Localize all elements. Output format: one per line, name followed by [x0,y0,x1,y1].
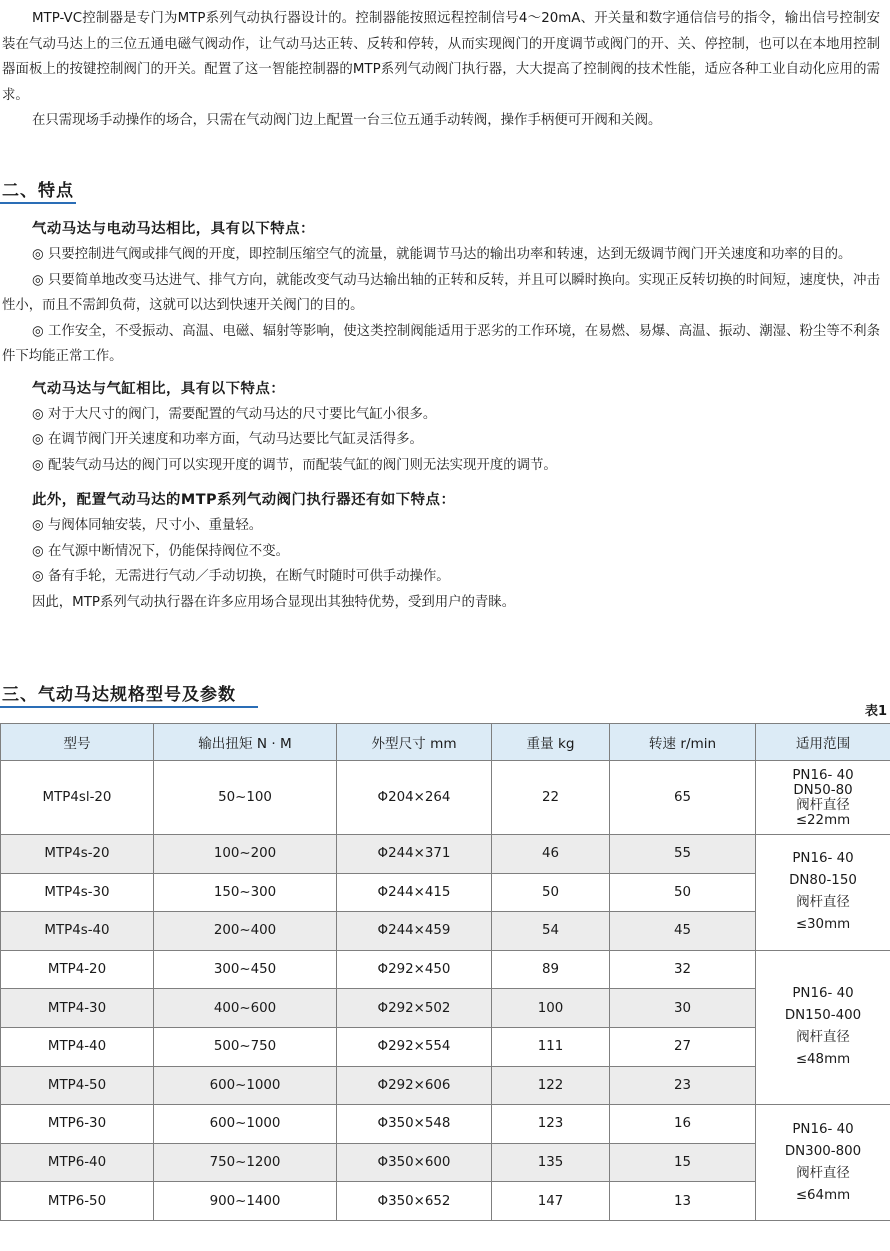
cell-torque: 100~200 [154,835,337,874]
cell-model: MTP4s-30 [1,873,154,912]
features-section [2,216,886,615]
cell-speed: 45 [610,912,756,951]
cell-dimension: Φ350×652 [337,1182,492,1221]
cell-dimension: Φ350×548 [337,1105,492,1144]
group-1-item: ◎ 只要控制进气阀或排气阀的开度，即控制压缩空气的流量，就能调节马达的输出功率和转速，达到无级调节阀门开关速度和功率的目的。 [32,247,852,262]
header-range: 适用范围 [756,724,890,761]
section-2-underline [0,202,76,204]
cell-model: MTP4s-40 [1,912,154,951]
group-3-item: ◎ 在气源中断情况下，仍能保持阀位不变。 [32,543,289,559]
cell-dimension: Φ292×554 [337,1027,492,1066]
section-2-title: 二、特点 [2,181,74,201]
group-2-item: ◎ 在调节阀门开关速度和功率方面，气动马达要比气缸灵活得多。 [32,432,423,447]
cell-torque: 500~750 [154,1027,337,1066]
range-diameter: DN50-80 [793,782,853,798]
cell-speed: 50 [610,873,756,912]
range-pressure: PN16- 40 [792,851,854,867]
cell-model: MTP4-30 [1,989,154,1028]
cell-dimension: Φ350×600 [337,1143,492,1182]
cell-dimension: Φ292×502 [337,989,492,1028]
group-1-title: 气动马达与电动马达相比，具有以下特点： [32,221,315,237]
table-row [1,1105,890,1144]
range-stem-size: ≤22mm [795,812,851,828]
range-stem-label: 阀杆直径 [796,797,850,813]
cell-weight: 50 [492,873,610,912]
cell-speed: 23 [610,1066,756,1105]
cell-model: MTP6-30 [1,1105,154,1144]
cell-range [756,761,890,835]
cell-dimension: Φ292×450 [337,950,492,989]
cell-torque: 600~1000 [154,1105,337,1144]
cell-range [756,835,890,951]
intro-section [2,6,886,134]
group-3-title: 此外，配置气动马达的MTP系列气动阀门执行器还有如下特点： [32,492,456,508]
cell-model: MTP6-40 [1,1143,154,1182]
cell-dimension: Φ292×606 [337,1066,492,1105]
cell-speed: 27 [610,1027,756,1066]
header-torque: 输出扭矩 N · M [154,724,337,761]
header-weight: 重量 kg [492,724,610,761]
cell-model: MTP4-50 [1,1066,154,1105]
group-1-item: ◎ 工作安全，不受振动、高温、电磁、辐射等影响，使这类控制阀能适用于恶劣的工作环境，在易燃、易爆、高温、振动、潮湿、粉尘等不利条件下均能正常工作。 [2,323,880,364]
cell-dimension: Φ244×371 [337,835,492,874]
cell-weight: 135 [492,1143,610,1182]
section-3-title: 三、气动马达规格型号及参数 [2,685,236,705]
cell-dimension: Φ204×264 [337,761,492,835]
cell-speed: 32 [610,950,756,989]
range-pressure: PN16- 40 [792,986,854,1002]
header-dimension: 外型尺寸 mm [337,724,492,761]
cell-dimension: Φ244×415 [337,873,492,912]
intro-paragraph-1: MTP-VC控制器是专门为MTP系列气动执行器设计的。控制器能按照远程控制信号4～20mA、开关量和数字通信信号的指令，输出信号控制安装在气动马达上的三位五通电磁气阀动作，让气动马达正转、反转和停转，从而实现阀门的开度调节或阀门的开、关、停控制，也可以在本地用控制器面板上的按键控制阀门的开关。配置了这一智能控制器的MTP系列气动阀门执行器，大大提高了控制阀的技术性能，适应各种工业自动化应用的需求。 [2,11,880,103]
cell-torque: 300~450 [154,950,337,989]
cell-model: MTP4-20 [1,950,154,989]
cell-weight: 100 [492,989,610,1028]
range-stem-label: 阀杆直径 [796,895,850,911]
range-stem-size: ≤64mm [795,1187,851,1203]
cell-speed: 55 [610,835,756,874]
cell-torque: 150~300 [154,873,337,912]
cell-model: MTP4-40 [1,1027,154,1066]
group-3-item: ◎ 与阀体同轴安装，尺寸小、重量轻。 [32,518,263,533]
cell-torque: 400~600 [154,989,337,1028]
section-3-underline [0,706,258,708]
range-pressure: PN16- 40 [792,1121,854,1137]
range-stem-label: 阀杆直径 [796,1165,850,1181]
closing-paragraph: 因此，MTP系列气动执行器在许多应用场合显现出其独特优势，受到用户的青睐。 [32,594,516,610]
cell-weight: 123 [492,1105,610,1144]
cell-weight: 111 [492,1027,610,1066]
cell-speed: 65 [610,761,756,835]
intro-paragraph-2: 在只需现场手动操作的场合，只需在气动阀门边上配置一台三位五通手动转阀，操作手柄便可开阀和关阀。 [32,113,662,128]
cell-weight: 147 [492,1182,610,1221]
cell-speed: 16 [610,1105,756,1144]
cell-torque: 50~100 [154,761,337,835]
table-label: 表1 [864,704,887,719]
cell-weight: 54 [492,912,610,951]
cell-model: MTP6-50 [1,1182,154,1221]
cell-model: MTP4sl-20 [1,761,154,835]
cell-speed: 30 [610,989,756,1028]
range-diameter: DN300-800 [784,1143,862,1159]
group-2-item: ◎ 配装气动马达的阀门可以实现开度的调节，而配装气缸的阀门则无法实现开度的调节。 [32,457,557,473]
group-2-title: 气动马达与气缸相比，具有以下特点： [32,380,286,397]
table-header-row [1,724,890,761]
group-2-item: ◎ 对于大尺寸的阀门，需要配置的气动马达的尺寸要比气缸小很多。 [32,406,437,422]
spec-table [0,723,890,1221]
cell-torque: 600~1000 [154,1066,337,1105]
group-1-item: ◎ 只要简单地改变马达进气、排气方向，就能改变气动马达输出轴的正转和反转，并且可以瞬时换向。实现正反转切换的时间短，速度快，冲击性小，而且不需卸负荷，这就可以达到快速开关阀门的目的。 [2,272,880,313]
cell-dimension: Φ244×459 [337,912,492,951]
cell-speed: 15 [610,1143,756,1182]
range-pressure: PN16- 40 [792,767,854,783]
cell-model: MTP4s-20 [1,835,154,874]
cell-weight: 89 [492,950,610,989]
range-diameter: DN80-150 [789,873,857,889]
header-speed: 转速 r/min [610,724,756,761]
group-3-item: ◎ 备有手轮，无需进行气动／手动切换，在断气时随时可供手动操作。 [32,569,450,584]
cell-weight: 122 [492,1066,610,1105]
range-stem-size: ≤30mm [795,917,851,933]
cell-torque: 900~1400 [154,1182,337,1221]
cell-torque: 200~400 [154,912,337,951]
cell-weight: 46 [492,835,610,874]
table-row [1,950,890,989]
cell-speed: 13 [610,1182,756,1221]
cell-range [756,1105,890,1221]
table-row [1,835,890,874]
cell-weight: 22 [492,761,610,835]
cell-torque: 750~1200 [154,1143,337,1182]
range-stem-size: ≤48mm [795,1052,851,1068]
range-stem-label: 阀杆直径 [796,1030,850,1046]
table-row [1,761,890,835]
cell-range [756,950,890,1104]
header-model: 型号 [1,724,154,761]
range-diameter: DN150-400 [784,1008,862,1024]
